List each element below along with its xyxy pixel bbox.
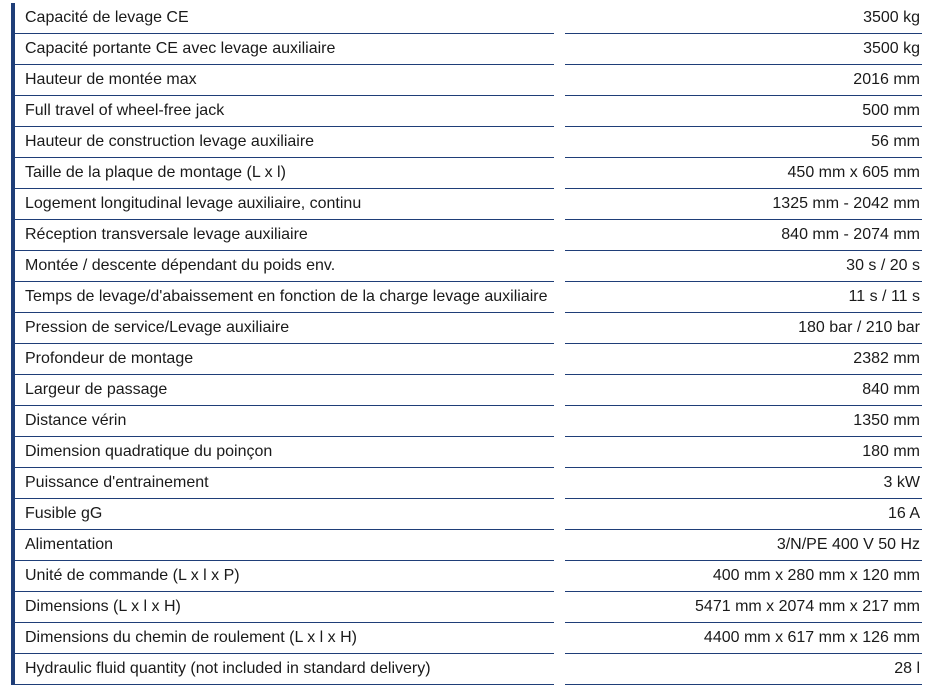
spec-value: 3500 kg [565,34,922,65]
spec-row [0,437,936,468]
spec-value: 1350 mm [565,406,922,437]
spec-label: Hauteur de construction levage auxiliaire [11,127,554,158]
spec-label: Largeur de passage [11,375,554,406]
spec-label: Profondeur de montage [11,344,554,375]
spec-row [0,251,936,282]
spec-row [0,344,936,375]
spec-value: 2016 mm [565,65,922,96]
spec-value: 56 mm [565,127,922,158]
spec-row [0,406,936,437]
spec-label: Alimentation [11,530,554,561]
spec-row [0,96,936,127]
spec-value: 400 mm x 280 mm x 120 mm [565,561,922,592]
spec-row [0,623,936,654]
spec-row [0,3,936,34]
spec-row [0,158,936,189]
spec-value: 28 l [565,654,922,685]
spec-value: 4400 mm x 617 mm x 126 mm [565,623,922,654]
spec-row [0,282,936,313]
spec-label: Puissance d'entrainement [11,468,554,499]
spec-value: 180 mm [565,437,922,468]
spec-label: Logement longitudinal levage auxiliaire, continu [11,189,554,220]
spec-row [0,592,936,623]
spec-label: Réception transversale levage auxiliaire [11,220,554,251]
spec-label: Taille de la plaque de montage (L x l) [11,158,554,189]
spec-row [0,561,936,592]
spec-row [0,65,936,96]
spec-row [0,530,936,561]
spec-row [0,654,936,685]
spec-row [0,220,936,251]
spec-value: 3/N/PE 400 V 50 Hz [565,530,922,561]
spec-value: 180 bar / 210 bar [565,313,922,344]
spec-label: Hauteur de montée max [11,65,554,96]
spec-value: 3 kW [565,468,922,499]
spec-label: Dimensions (L x l x H) [11,592,554,623]
spec-value: 500 mm [565,96,922,127]
spec-label: Capacité portante CE avec levage auxiliaire [11,34,554,65]
spec-row [0,313,936,344]
spec-label: Dimension quadratique du poinçon [11,437,554,468]
spec-row [0,34,936,65]
spec-label: Dimensions du chemin de roulement (L x l x H) [11,623,554,654]
spec-value: 450 mm x 605 mm [565,158,922,189]
spec-label: Unité de commande (L x l x P) [11,561,554,592]
spec-value: 840 mm [565,375,922,406]
spec-label: Full travel of wheel-free jack [11,96,554,127]
spec-value: 1325 mm - 2042 mm [565,189,922,220]
spec-row [0,375,936,406]
spec-label: Montée / descente dépendant du poids env. [11,251,554,282]
spec-row [0,127,936,158]
spec-value: 16 A [565,499,922,530]
spec-value: 11 s / 11 s [565,282,922,313]
spec-label: Capacité de levage CE [11,3,554,34]
spec-label: Distance vérin [11,406,554,437]
spec-label: Hydraulic fluid quantity (not included in standard delivery) [11,654,554,685]
spec-row [0,189,936,220]
spec-value: 30 s / 20 s [565,251,922,282]
spec-row [0,468,936,499]
spec-label: Temps de levage/d'abaissement en fonction de la charge levage auxiliaire [11,282,554,313]
spec-row [0,499,936,530]
spec-label: Fusible gG [11,499,554,530]
spec-value: 840 mm - 2074 mm [565,220,922,251]
spec-value: 5471 mm x 2074 mm x 217 mm [565,592,922,623]
spec-value: 2382 mm [565,344,922,375]
spec-label: Pression de service/Levage auxiliaire [11,313,554,344]
spec-value: 3500 kg [565,3,922,34]
